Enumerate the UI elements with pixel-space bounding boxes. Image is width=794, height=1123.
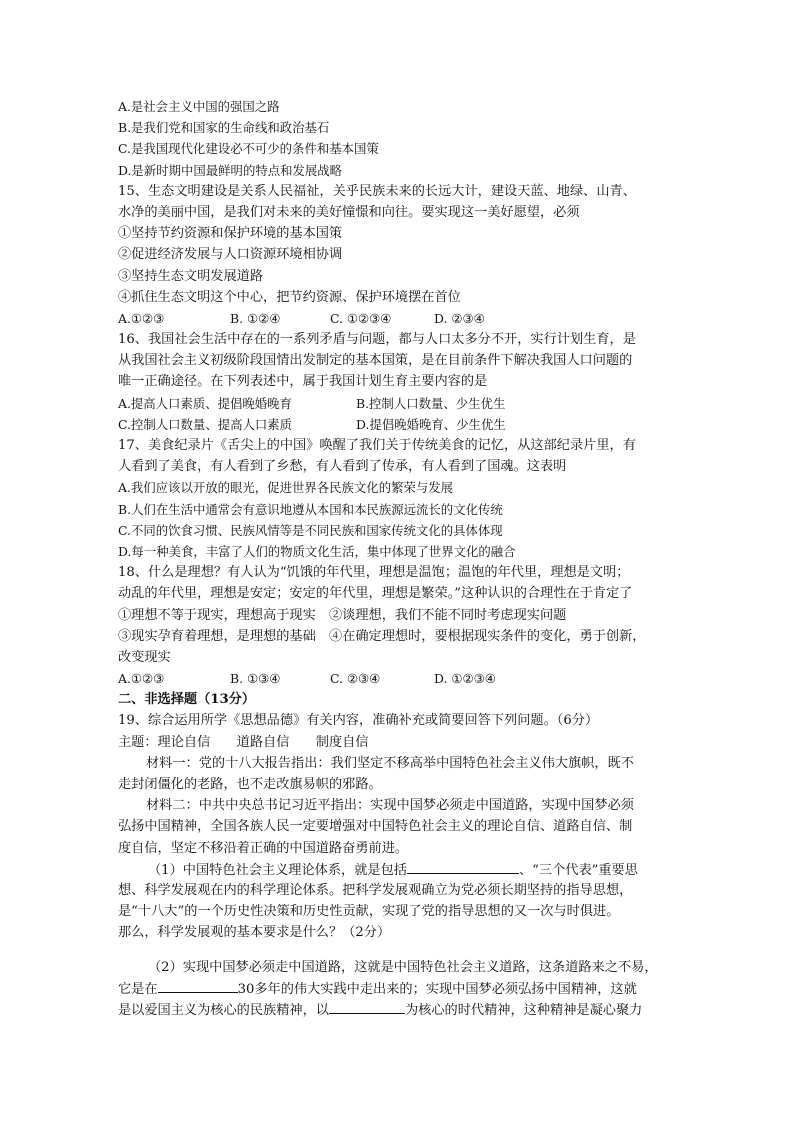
answer-space[interactable] [118, 944, 680, 957]
answer-blank[interactable] [407, 859, 519, 874]
q19-sub2-line [118, 978, 680, 999]
q17-stem-line: 人看到了美食，有人看到了乡愁，有人看到了传承，有人看到了国魂。这表明 [118, 459, 567, 475]
q14-option-b: B.是我们党和国家的生命线和政治基石 [118, 120, 330, 136]
q14-option-d: D.是新时期中国最鲜明的特点和发展战略 [118, 162, 343, 178]
q19-sub2-line [118, 999, 680, 1020]
q18-stem-line: 18、什么是理想？有人认为“饥饿的年代里，理想是温饱；温饱的年代里，理想是文明； [118, 565, 630, 581]
q17-choice-d: D.每一种美食，丰富了人们的物质文化生活，集中体现了世界文化的融合 [118, 543, 516, 559]
q15-statement-4: ④抓住生态文明这个中心，把节约资源、保护环境摆在首位 [118, 289, 461, 305]
q15-statement-3: ③坚持生态文明发展道路 [118, 268, 264, 284]
q19-material1-line: 材料一：党的十八大报告指出：我们坚定不移高举中国特色社会主义伟大旗帜，既不 [146, 755, 634, 771]
q19-sub1-suffix: 、“三个代表”重要思 [518, 862, 638, 878]
q18-choices [118, 668, 680, 689]
q15-statement-2: ②促进经济发展与人口资源环境相协调 [118, 247, 343, 263]
q19-material2-line: 度自信，坚定不移沿着正确的中国道路奋勇前进。 [118, 840, 409, 856]
q15-choice-a: A.①②③ [118, 310, 165, 326]
q19-sub1-line: 想、科学发展观在内的科学理论体系。把科学发展观确立为党必须长期坚持的指导思想， [118, 882, 633, 898]
exam-page [118, 96, 680, 1020]
q19-sub1-line: 那么，科学发展观的基本要求是什么？（2分） [118, 925, 391, 941]
q19-stem: 19、综合运用所学《思想品德》有关内容，准确补充或简要回答下列问题。（6分） [118, 713, 599, 729]
q18-choice-d: D. ①②③④ [434, 671, 496, 687]
q14-option-c: C.是我国现代化建设必不可少的条件和基本国策 [118, 141, 379, 157]
q16-choices-row-1 [118, 393, 680, 414]
q18-stem-line: 动乱的年代里，理想是安定；安定的年代里，理想是繁荣。”这种认识的合理性在于肯定了 [118, 586, 633, 602]
q18-statements-line: ①理想不等于现实，理想高于现实 ②谈理想，我们不能不同时考虑现实问题 [118, 607, 567, 623]
q16-choice-c: C.控制人口数量、提高人口素质 [118, 416, 293, 432]
q16-stem-line: 从我国社会主义初级阶段国情出发制定的基本国策，是在目前条件下解决我国人口问题的 [118, 353, 633, 369]
q17-stem-line: 17、美食纪录片《舌尖上的中国》唤醒了我们关于传统美食的记忆，从这部纪录片里，有 [118, 438, 636, 453]
q18-choice-b: B. ①③④ [230, 671, 281, 687]
answer-blank[interactable] [329, 999, 405, 1014]
q18-choice-c: C. ②③④ [330, 671, 381, 687]
q15-choice-b: B. ①②④ [230, 310, 281, 326]
q19-sub2-line: （2）实现中国梦必须走中国道路，这就是中国特色社会主义道路，这条道路来之不易， [148, 959, 658, 975]
q19-material2-line: 弘扬中国精神，全国各族人民一定要增强对中国特色社会主义的理论自信、道路自信、制 [118, 819, 633, 835]
q15-stem-line: 15、生态文明建设是关系人民福祉，关乎民族未来的长远大计，建设天蓝、地绿、山青、 [118, 183, 636, 199]
q18-choice-a: A.①②③ [118, 671, 165, 687]
q17-choice-a: A.我们应该以开放的眼光，促进世界各民族文化的繁荣与发展 [118, 480, 454, 496]
q15-stem-line: 水净的美丽中国，是我们对未来的美好憧憬和向往。要实现这一美好愿望，必须 [118, 204, 580, 220]
q15-statement-1: ①坚持节约资源和保护环境的基本国策 [118, 226, 343, 242]
section-heading: 二、非选择题（13分） [118, 692, 256, 708]
q19-sub2-suffix: 为核心的时代精神，这种精神是凝心聚力 [405, 1002, 643, 1018]
q14-option-a: A.是社会主义中国的强国之路 [118, 99, 280, 114]
q16-choices-row-2 [118, 414, 680, 435]
answer-blank[interactable] [158, 978, 238, 993]
q16-choice-b: B.控制人口数量、少生优生 [356, 395, 506, 411]
q15-choices [118, 308, 680, 329]
q15-choice-c: C. ①②③④ [330, 310, 392, 326]
q19-material1-line: 走封闭僵化的老路，也不走改旗易帜的邪路。 [118, 777, 382, 792]
q17-choice-b: B.人们在生活中通常会有意识地遵从本国和本民族源远流长的文化传统 [118, 501, 503, 517]
q16-choice-d: D.提倡晚婚晚育、少生优生 [356, 416, 506, 432]
q19-sub1-line [118, 859, 680, 880]
q17-choice-c: C.不同的饮食习惯、民族风情等是不同民族和国家传统文化的具体体现 [118, 522, 503, 538]
q19-sub2-prefix: 是以爱国主义为核心的民族精神，以 [118, 1002, 329, 1018]
q16-stem-line: 16、我国社会生活中存在的一系列矛盾与问题，都与人口太多分不开，实行计划生育，是 [118, 332, 636, 348]
q16-choice-a: A.提高人口素质、提倡晚婚晚育 [118, 395, 292, 411]
q16-stem-line: 唯一正确途径。在下列表述中，属于我国计划生育主要内容的是 [118, 374, 488, 390]
q19-sub1-line: 是“十八大”的一个历史性决策和历史性贡献，实现了党的指导思想的又一次与时俱进。 [118, 904, 620, 920]
q18-statements-line: ③现实孕育着理想，是理想的基础 ④在确定理想时，要根据现实条件的变化，勇于创新， [118, 628, 646, 644]
q19-theme: 主题：理论自信 道路自信 制度自信 [118, 734, 369, 750]
q18-statements-line: 改变现实 [118, 649, 171, 665]
q19-sub2-prefix: 它是在 [118, 981, 158, 997]
q15-choice-d: D. ②③④ [434, 310, 485, 326]
q19-sub1-prefix: （1）中国特色社会主义理论体系，就是包括 [148, 862, 407, 878]
q19-material2-line: 材料二：中共中央总书记习近平指出：实现中国梦必须走中国道路，实现中国梦必须 [146, 798, 634, 814]
q19-sub2-suffix: 30多年的伟大实践中走出来的；实现中国梦必须弘扬中国精神，这就 [237, 981, 637, 997]
